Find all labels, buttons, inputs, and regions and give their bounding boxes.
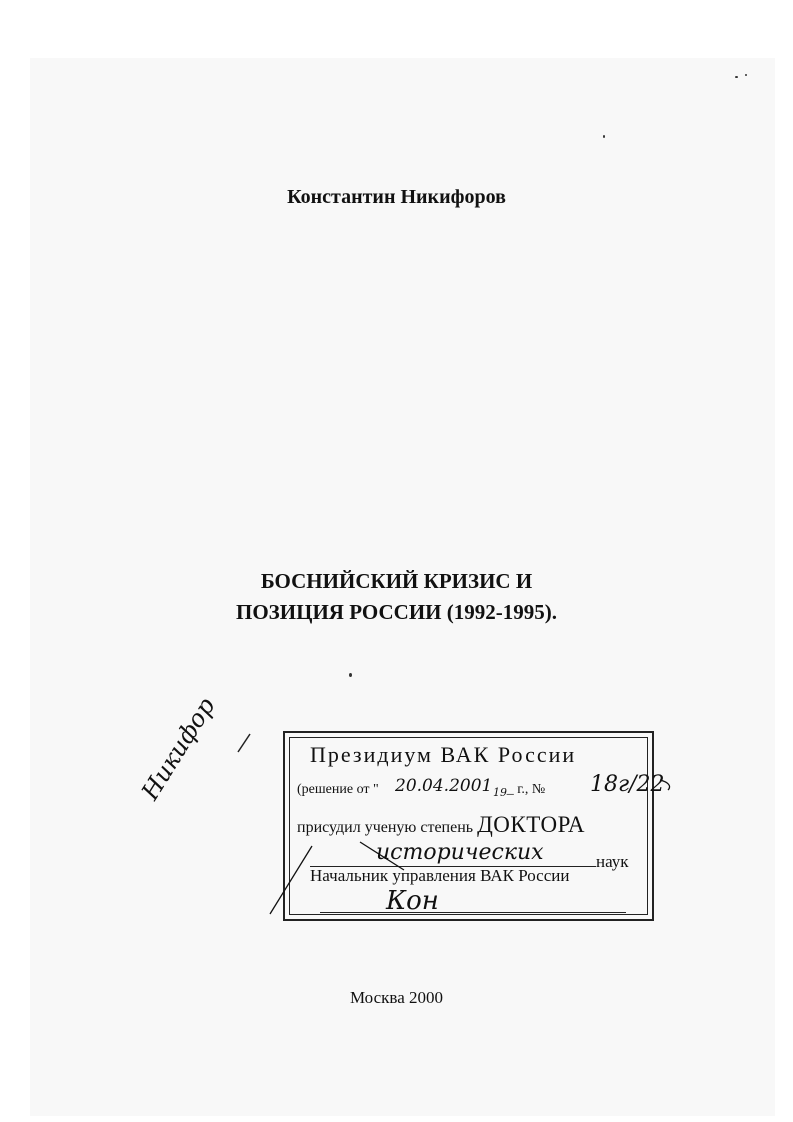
handwritten-field: исторических (376, 840, 544, 865)
handwritten-date: 20.04.2001 (395, 776, 493, 796)
handwritten-number: 18г/22 (590, 772, 665, 797)
author-name: Константин Никифоров (287, 186, 506, 208)
stamp-sciences-word: наук (596, 852, 629, 871)
stamp-awarded-prefix: присудил ученую степень (297, 819, 478, 836)
city-year: Москва 2000 (349, 988, 444, 1007)
stamp-degree: ДОКТОРА (477, 812, 586, 837)
stamp-header: Президиум ВАК России (310, 742, 577, 767)
handwritten-signature: Кон (386, 886, 439, 916)
title-line-2: ПОЗИЦИЯ РОССИИ (1992-1995). (236, 600, 557, 624)
stamp-decision-prefix: (решение от " (297, 782, 379, 797)
handwritten-year-stub: 19 (493, 786, 507, 799)
stamp-decision-mid: _ г., № (506, 782, 546, 797)
margin-handwriting: Никифор (136, 692, 221, 805)
title-line-1: БОСНИЙСКИЙ КРИЗИС И (260, 569, 533, 593)
stamp-signatory: Начальник управления ВАК России (310, 866, 570, 885)
